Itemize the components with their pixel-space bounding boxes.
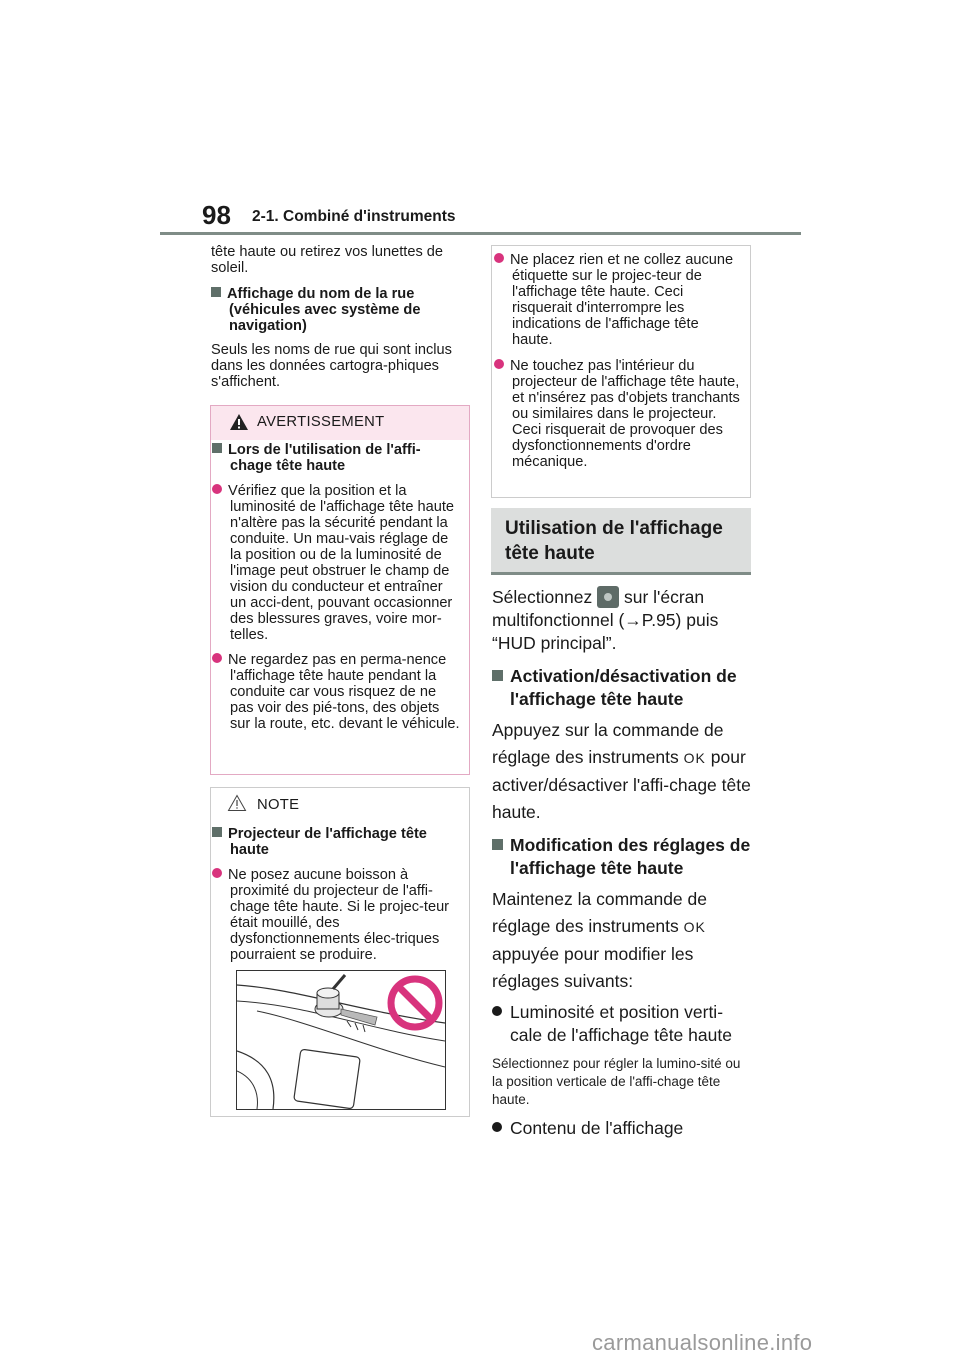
diamond-bullet-icon xyxy=(492,1122,502,1132)
note-continued-bullet-text: Ne touchez pas l'intérieur du projecteur de l'affichage tête haute, et n'insérez pas d'objets tranchants ou similaires dans le projecteur. Ceci risquerait de provoquer des dysfonctionnements d'ordre mécanique. xyxy=(510,358,740,470)
square-bullet-icon xyxy=(211,287,221,297)
section-heading: Utilisation de l'affichage tête haute xyxy=(505,518,723,564)
note-subheading-text: Projecteur de l'affichage tête haute xyxy=(228,826,427,858)
section-heading-rule xyxy=(491,572,751,575)
warning-subheading-text: Lors de l'utilisation de l'affi-chage tête haute xyxy=(228,442,421,474)
activation-body-b: pour activer/désactiver l'affi-chage tête haute. xyxy=(492,747,751,822)
ok-button-icon: OK xyxy=(683,750,706,766)
note-continued-bullet xyxy=(494,252,742,348)
section-title: 2-1. Combiné d'instruments xyxy=(252,208,456,225)
warning-triangle-icon xyxy=(229,413,249,431)
diamond-bullet-icon xyxy=(492,1006,502,1016)
select-before-text: Sélectionnez xyxy=(492,587,593,607)
left-intro-block xyxy=(211,244,471,390)
modify-body xyxy=(492,886,754,995)
projector-illustration xyxy=(236,970,446,1110)
street-heading xyxy=(211,286,471,334)
dot-bullet-icon xyxy=(212,868,222,878)
note-bullet-text: Ne posez aucune boisson à proximité du projecteur de l'affi-chage tête haute. Si le projec-teur était mouillé, des dysfonctionnements élec-triques pourraient se produire. xyxy=(228,867,450,963)
note-header xyxy=(211,788,469,818)
right-body xyxy=(492,586,754,1140)
note-continued-bullet-text: Ne placez rien et ne collez aucune étiquette sur le projec-teur de l'affichage tête haute. Ceci risquerait d'interrompre les indications de l'affichage tête haute. xyxy=(510,252,734,348)
arrow-glyph: → xyxy=(624,610,642,630)
caution-triangle-icon xyxy=(227,794,247,812)
activation-heading xyxy=(492,665,754,711)
settings-item-note: Sélectionnez pour régler la lumino-sité ou la position verticale de l'affi-chage tête haute. xyxy=(492,1056,741,1107)
note-continued-bullet xyxy=(494,358,742,470)
square-bullet-icon xyxy=(492,839,503,850)
square-bullet-icon xyxy=(212,827,222,837)
dot-bullet-icon xyxy=(212,653,222,663)
note-continued-content xyxy=(494,252,742,470)
ok-button-icon: OK xyxy=(683,919,706,935)
warning-bullet xyxy=(212,652,462,732)
dashboard-projector-drawing xyxy=(237,971,445,1109)
warning-title: AVERTISSEMENT xyxy=(257,414,385,430)
modify-heading-text: Modification des réglages de l'affichage tête haute xyxy=(510,835,751,878)
modify-body-b: appuyée pour modifier les réglages suivants: xyxy=(492,944,694,991)
street-heading-text: Affichage du nom de la rue (véhicules avec système de navigation) xyxy=(227,286,421,334)
warning-header xyxy=(211,406,469,440)
dot-bullet-icon xyxy=(212,484,222,494)
select-after-text: sur l'écran multifonctionnel ( xyxy=(492,587,705,630)
header-rule xyxy=(160,232,801,235)
warning-subheading xyxy=(212,442,462,474)
settings-item xyxy=(492,1117,754,1140)
note-title: NOTE xyxy=(257,797,300,813)
note-subheading xyxy=(212,826,462,858)
modify-body-a: Maintenez la commande de réglage des instruments xyxy=(492,889,707,936)
settings-item xyxy=(492,1001,754,1047)
activation-heading-text: Activation/désactivation de l'affichage tête haute xyxy=(510,666,737,709)
watermark: carmanualsonline.info xyxy=(592,1330,813,1355)
square-bullet-icon xyxy=(212,443,222,453)
page-number: 98 xyxy=(202,200,231,230)
settings-item-text: Luminosité et position verti-cale de l'affichage tête haute xyxy=(510,1002,732,1045)
page-reference: P.95) puis “HUD principal”. xyxy=(492,610,719,653)
modify-heading xyxy=(492,834,754,880)
dot-bullet-icon xyxy=(494,253,504,263)
street-body: Seuls les noms de rue qui sont inclus dans les données cartogra-phiques s'affichent. xyxy=(211,342,452,390)
warning-bullet-text: Vérifiez que la position et la luminosité de l'affichage tête haute n'altère pas la sécurité pendant la conduite. Un mau-vais réglage de la position ou de la luminosité de l'image peut obstruer le champ de vision du conducteur et entraîner un acci-dent, pouvant occasionner des blessures graves, voire mor-telles. xyxy=(228,483,455,643)
select-instruction xyxy=(492,586,754,655)
warning-bullet-text: Ne regardez pas en perma-nence l'affichage tête haute pendant la conduite car vous risquez de ne pas voir des pié-tons, des objets sur la route, etc. devant le véhicule. xyxy=(228,652,460,732)
note-content xyxy=(212,826,462,963)
activation-body-a: Appuyez sur la commande de réglage des instruments xyxy=(492,720,724,767)
activation-body xyxy=(492,717,754,826)
intro-text: tête haute ou retirez vos lunettes de soleil. xyxy=(211,244,444,276)
warning-content xyxy=(212,442,462,732)
square-bullet-icon xyxy=(492,670,503,681)
warning-bullet xyxy=(212,483,462,643)
note-bullet xyxy=(212,867,462,963)
settings-item-text: Contenu de l'affichage xyxy=(510,1118,684,1138)
settings-gear-icon xyxy=(597,586,619,608)
dot-bullet-icon xyxy=(494,359,504,369)
